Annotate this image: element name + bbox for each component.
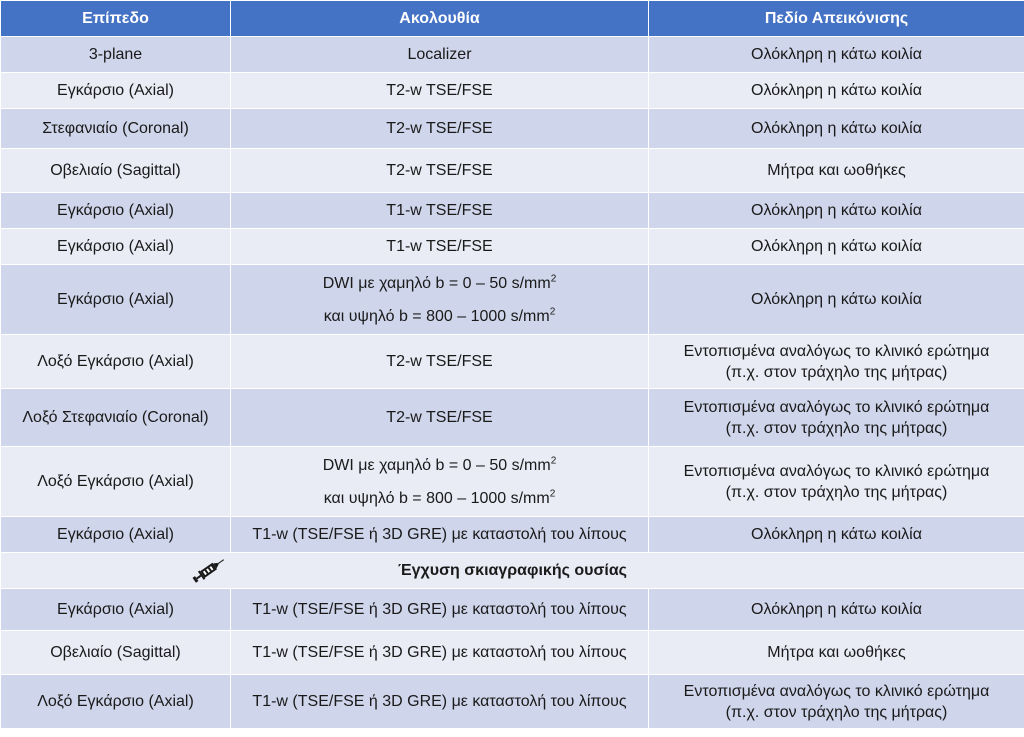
sequence-cell: T2-w TSE/FSE [231,73,649,109]
fov-cell: Ολόκληρη η κάτω κοιλία [649,109,1024,149]
sequence-line-2: και υψηλό b = 800 – 1000 s/mm [323,489,550,507]
superscript: 2 [549,488,556,500]
sequence-cell: T1-w TSE/FSE [231,193,649,229]
contrast-injection-row [1,553,1024,589]
table-row [1,589,1024,631]
sequence-cell [231,265,649,335]
fov-cell: Ολόκληρη η κάτω κοιλία [649,265,1024,335]
plane-cell: Εγκάρσιο (Axial) [1,265,231,335]
sequence-cell: T2-w TSE/FSE [231,109,649,149]
fov-cell: Ολόκληρη η κάτω κοιλία [649,229,1024,265]
fov-cell: Ολόκληρη η κάτω κοιλία [649,589,1024,631]
sequence-cell: T1-w TSE/FSE [231,229,649,265]
table-row [1,447,1024,517]
superscript: 2 [549,306,556,318]
table-row [1,193,1024,229]
table-row [1,229,1024,265]
contrast-injection-label: Έγχυση σκιαγραφικής ουσίας [398,562,627,579]
fov-cell: Ολόκληρη η κάτω κοιλία [649,517,1024,553]
table-row [1,149,1024,193]
contrast-injection-cell [1,553,1024,589]
sequence-cell: T1-w (TSE/FSE ή 3D GRE) με καταστολή του λίπους [231,675,649,729]
sequence-cell: Localizer [231,37,649,73]
table-row [1,265,1024,335]
sequence-cell [231,447,649,517]
table-row [1,517,1024,553]
fov-line-2: (π.χ. στον τράχηλο της μήτρας) [725,363,948,381]
fov-cell [649,335,1024,389]
plane-cell: 3-plane [1,37,231,73]
header-sequence: Ακολουθία [231,1,649,37]
sequence-cell: T1-w (TSE/FSE ή 3D GRE) με καταστολή του λίπους [231,589,649,631]
fov-line-1: Εντοπισμένα αναλόγως το κλινικό ερώτημα [683,342,990,360]
plane-cell: Λοξό Στεφανιαίο (Coronal) [1,389,231,447]
plane-cell: Οβελιαίο (Sagittal) [1,149,231,193]
superscript: 2 [550,455,557,467]
plane-cell: Εγκάρσιο (Axial) [1,589,231,631]
table-row [1,631,1024,675]
fov-cell [649,389,1024,447]
sequence-cell: T1-w (TSE/FSE ή 3D GRE) με καταστολή του λίπους [231,631,649,675]
plane-cell: Λοξό Εγκάρσιο (Axial) [1,335,231,389]
fov-line-1: Εντοπισμένα αναλόγως το κλινικό ερώτημα [683,462,990,480]
plane-cell: Εγκάρσιο (Axial) [1,73,231,109]
fov-line-2: (π.χ. στον τράχηλο της μήτρας) [725,419,948,437]
fov-cell: Μήτρα και ωοθήκες [649,149,1024,193]
table-row [1,675,1024,729]
header-row [1,1,1024,37]
plane-cell: Εγκάρσιο (Axial) [1,229,231,265]
table-row [1,335,1024,389]
fov-line-1: Εντοπισμένα αναλόγως το κλινικό ερώτημα [683,682,990,700]
sequence-cell: T1-w (TSE/FSE ή 3D GRE) με καταστολή του λίπους [231,517,649,553]
sequence-line-1: DWI με χαμηλό b = 0 – 50 s/mm [322,274,551,292]
header-fov: Πεδίο Απεικόνισης [649,1,1024,37]
table-row [1,73,1024,109]
fov-line-2: (π.χ. στον τράχηλο της μήτρας) [725,703,948,721]
fov-cell: Ολόκληρη η κάτω κοιλία [649,193,1024,229]
table-row [1,109,1024,149]
fov-cell [649,447,1024,517]
plane-cell: Λοξό Εγκάρσιο (Axial) [1,675,231,729]
sequence-line-1: DWI με χαμηλό b = 0 – 50 s/mm [322,456,551,474]
plane-cell: Εγκάρσιο (Axial) [1,517,231,553]
plane-cell: Στεφανιαίο (Coronal) [1,109,231,149]
plane-cell: Εγκάρσιο (Axial) [1,193,231,229]
fov-cell [649,675,1024,729]
fov-cell: Ολόκληρη η κάτω κοιλία [649,73,1024,109]
superscript: 2 [550,273,557,285]
syringe-icon [190,555,228,585]
fov-line-2: (π.χ. στον τράχηλο της μήτρας) [725,483,948,501]
plane-cell: Οβελιαίο (Sagittal) [1,631,231,675]
fov-line-1: Εντοπισμένα αναλόγως το κλινικό ερώτημα [683,398,990,416]
sequence-cell: T2-w TSE/FSE [231,149,649,193]
fov-cell: Ολόκληρη η κάτω κοιλία [649,37,1024,73]
plane-cell: Λοξό Εγκάρσιο (Axial) [1,447,231,517]
header-plane: Επίπεδο [1,1,231,37]
sequence-line-2: και υψηλό b = 800 – 1000 s/mm [323,307,550,325]
fov-cell: Μήτρα και ωοθήκες [649,631,1024,675]
sequence-cell: T2-w TSE/FSE [231,335,649,389]
table-row [1,389,1024,447]
sequence-cell: T2-w TSE/FSE [231,389,649,447]
table-row [1,37,1024,73]
